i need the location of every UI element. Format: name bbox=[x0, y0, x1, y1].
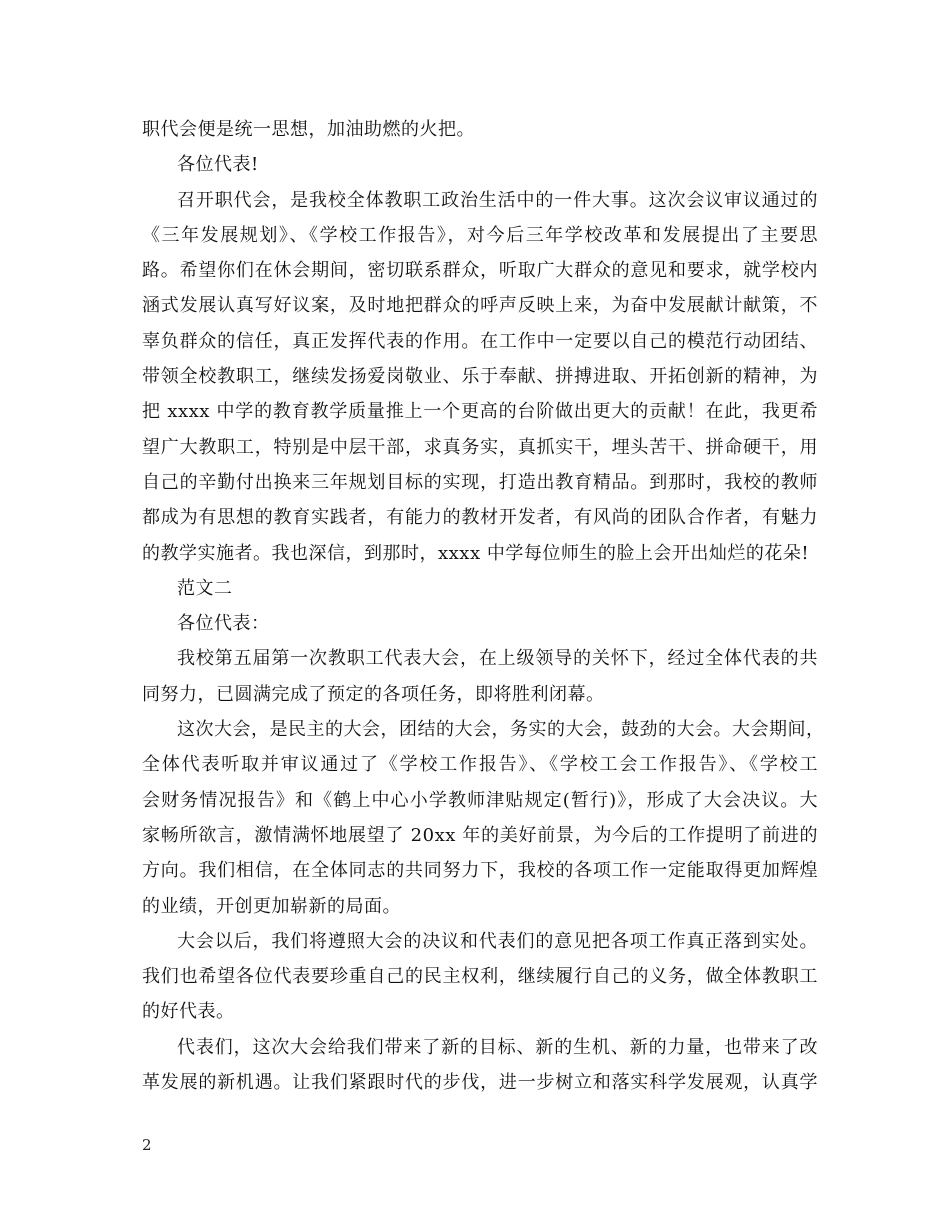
text-line: 把 xxxx 中学的教育教学质量推上一个更高的台阶做出更大的贡献！在此，我更希 bbox=[142, 401, 818, 423]
text-line: 望广大教职工，特别是中层干部，求真务实，真抓实干，埋头苦干、拼命硬干，用 bbox=[142, 436, 818, 458]
text-line: 职代会便是统一思想，加油助燃的火把。 bbox=[142, 119, 475, 140]
text-line: 带领全校教职工，继续发扬爱岗敬业、乐于奉献、拼搏进取、开拓创新的精神，为 bbox=[142, 366, 818, 388]
text-line: 这次大会，是民主的大会，团结的大会，务实的大会，鼓劲的大会。大会期间， bbox=[177, 719, 825, 741]
page-number: 2 bbox=[142, 1136, 152, 1154]
text-line: 范文二 bbox=[177, 577, 233, 599]
text-line: 同努力，已圆满完成了预定的各项任务，即将胜利闭幕。 bbox=[142, 683, 605, 705]
text-line: 路。希望你们在休会期间，密切联系群众，听取广大群众的意见和要求，就学校内 bbox=[142, 260, 818, 282]
text-line: 各位代表! bbox=[177, 154, 259, 176]
text-line: 革发展的新机遇。让我们紧跟时代的步伐，进一步树立和落实科学发展观，认真学 bbox=[142, 1072, 818, 1094]
text-line: 《三年发展规划》、《学校工作报告》，对今后三年学校改革和发展提出了主要思 bbox=[142, 224, 818, 246]
text-line: 我校第五届第一次教职工代表大会，在上级领导的关怀下，经过全体代表的共 bbox=[177, 648, 818, 670]
text-line: 全体代表听取并审议通过了《学校工作报告》、《学校工会工作报告》、《学校工 bbox=[142, 754, 818, 776]
text-line: 的好代表。 bbox=[142, 1001, 235, 1023]
document-body bbox=[142, 112, 825, 1100]
text-line: 代表们，这次大会给我们带来了新的目标、新的生机、新的力量，也带来了改 bbox=[177, 1036, 818, 1058]
text-line: 召开职代会，是我校全体教职工政治生活中的一件大事。这次会议审议通过的 bbox=[177, 189, 818, 211]
text-line: 我们也希望各位代表要珍重自己的民主权利，继续履行自己的义务，做全体教职工 bbox=[142, 966, 818, 988]
text-line: 都成为有思想的教育实践者，有能力的教材开发者，有风尚的团队合作者，有魅力 bbox=[142, 507, 818, 529]
text-line: 辜负群众的信任，真正发挥代表的作用。在工作中一定要以自己的模范行动团结、 bbox=[142, 330, 818, 352]
text-line: 会财务情况报告》和《鹤上中心小学教师津贴规定(暂行)》，形成了大会决议。大 bbox=[142, 789, 818, 811]
text-line: 的业绩，开创更加崭新的局面。 bbox=[142, 895, 401, 917]
text-line: 的教学实施者。我也深信，到那时，xxxx 中学每位师生的脸上会开出灿烂的花朵! bbox=[142, 542, 810, 564]
text-line: 自己的辛勤付出换来三年规划目标的实现，打造出教育精品。到那时，我校的教师 bbox=[142, 471, 818, 493]
text-line: 方向。我们相信，在全体同志的共同努力下，我校的各项工作一定能取得更加辉煌 bbox=[142, 860, 818, 882]
text-line: 大会以后，我们将遵照大会的决议和代表们的意见把各项工作真正落到实处。 bbox=[177, 930, 818, 952]
text-line: 各位代表： bbox=[177, 613, 270, 635]
text-line: 家畅所欲言，激情满怀地展望了 20xx 年的美好前景，为今后的工作提明了前进的 bbox=[142, 824, 818, 846]
text-line: 涵式发展认真写好议案，及时地把群众的呼声反映上来，为奋中发展献计献策，不 bbox=[142, 295, 818, 317]
